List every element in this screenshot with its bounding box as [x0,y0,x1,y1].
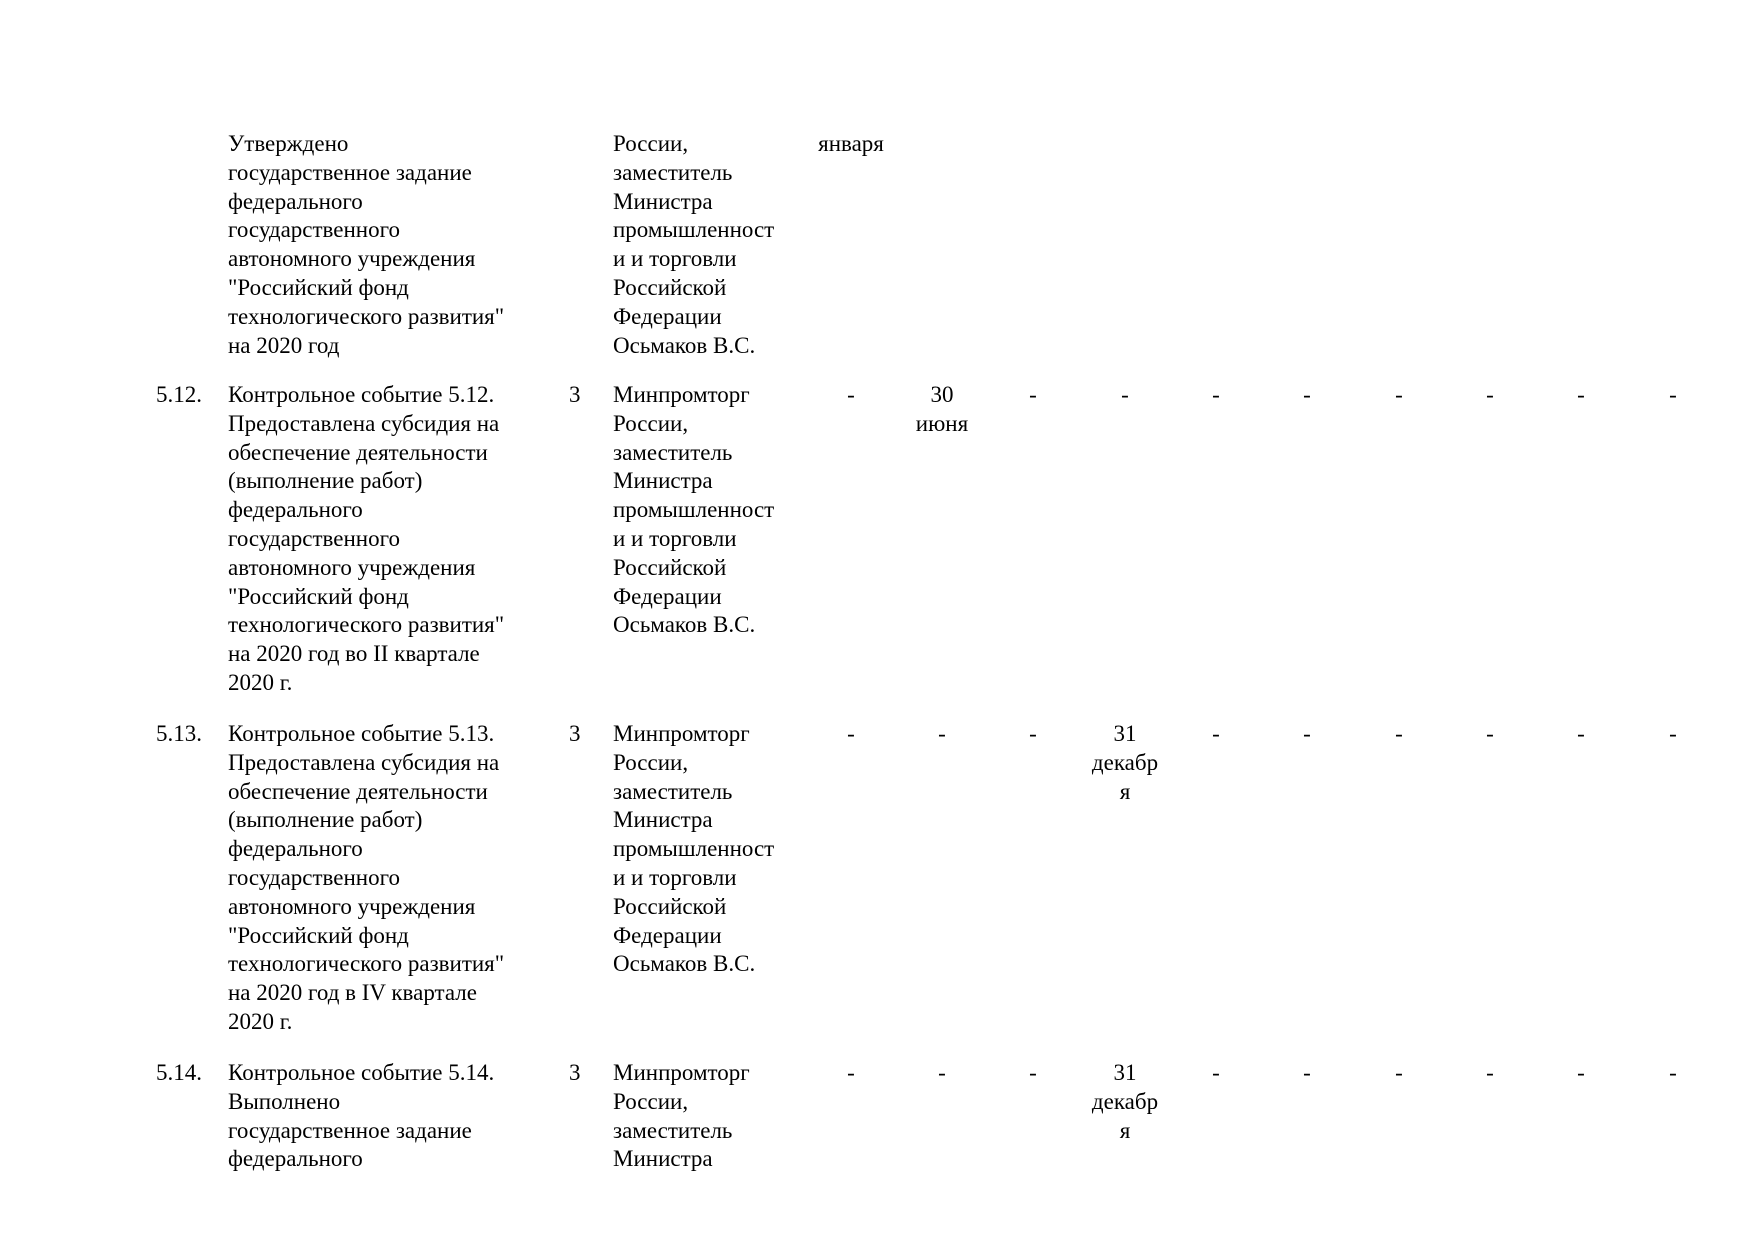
text-line: я [1119,778,1131,804]
text-line: - [1486,721,1494,746]
text-line: "Российский фонд [228,274,409,300]
text-line: - [847,382,855,407]
text-line: России, [613,131,689,156]
month-cell [896,1059,988,1088]
month-cell [987,720,1079,749]
text-line: обеспечение деятельности [228,439,488,465]
text-line: - [1395,721,1403,746]
text-line: - [847,1060,855,1085]
text-line: - [1212,721,1220,746]
month-cell [896,720,988,749]
text-line: - [1029,382,1037,407]
text-line: автономного учреждения [228,554,476,580]
text-line: на 2020 год [228,332,340,358]
event-description [228,130,558,360]
text-line: - [1395,1060,1403,1085]
text-line: Минпромторг [613,1060,750,1085]
month-cell [1444,1059,1536,1088]
text-line: Российской [613,274,727,300]
text-line: Министра [613,807,713,833]
text-line: Выполнено [228,1088,341,1114]
text-line: федерального [228,188,363,214]
event-description [228,1059,558,1174]
month-cell [1079,720,1171,806]
month-cell [805,1059,897,1088]
month-cell [805,381,897,410]
text-line: - [938,721,946,746]
month-cell [1170,381,1262,410]
text-line: России, [613,749,689,775]
text-line: и и торговли [613,525,737,551]
text-line: 31 [1113,1060,1137,1085]
text-line: Осьмаков В.С. [613,612,756,638]
text-line: на 2020 год во II квартале [228,641,480,667]
month-cell [1535,1059,1627,1088]
month-cell [1079,381,1171,410]
text-line: - [1486,1060,1494,1085]
text-line: "Российский фонд [228,922,409,948]
month-cell [1444,720,1536,749]
text-line: государственного [228,864,400,890]
month-cell [987,1059,1079,1088]
text-line: федерального [228,497,363,523]
text-line: Федерации [613,303,722,329]
text-line: - [1486,382,1494,407]
text-line: Российской [613,554,727,580]
responsible-executor [613,720,793,979]
month-cell [1353,381,1445,410]
month-cell [1261,381,1353,410]
text-line: промышленност [613,836,775,862]
event-number: 5.14. [156,1060,202,1085]
month-cell [1535,381,1627,410]
text-line: технологического развития" [228,303,505,329]
text-line: - [1303,1060,1311,1085]
text-line: федерального [228,1146,363,1172]
text-line: - [1212,382,1220,407]
text-line: декабр [1091,1088,1159,1114]
event-description [228,381,558,698]
text-line: обеспечение деятельности [228,778,488,804]
month-cell [1627,381,1719,410]
text-line: промышленност [613,217,775,243]
text-line: - [1212,1060,1220,1085]
text-line: 31 [1113,721,1137,746]
text-line: заместитель [613,159,733,185]
text-line: - [938,1060,946,1085]
text-line: - [1029,1060,1037,1085]
text-line: - [1395,382,1403,407]
text-line: Осьмаков В.С. [613,332,756,358]
text-line: 2020 г. [228,1008,293,1034]
text-line: Федерации [613,922,722,948]
text-line: июня [915,410,969,436]
text-line: автономного учреждения [228,246,476,272]
responsible-executor [613,381,793,640]
text-line: на 2020 год в IV квартале [228,980,477,1006]
text-line: Утверждено [228,131,349,156]
month-cell [1261,1059,1353,1088]
month-cell [1535,720,1627,749]
text-line: промышленност [613,497,775,523]
text-line: заместитель [613,439,733,465]
text-line: - [1121,382,1129,407]
month-cell [1261,720,1353,749]
event-number: 5.12. [156,382,202,407]
event-number: 5.13. [156,721,202,746]
text-line: - [1669,382,1677,407]
text-line: Контрольное событие 5.13. [228,721,495,746]
text-line: - [847,721,855,746]
text-line: Осьмаков В.С. [613,951,756,977]
text-line: "Российский фонд [228,583,409,609]
month-cell [1079,1059,1171,1145]
month-cell [1627,720,1719,749]
event-level: 3 [569,1060,581,1085]
text-line: и и торговли [613,246,737,272]
text-line: Федерации [613,583,722,609]
text-line: - [1303,721,1311,746]
text-line: заместитель [613,1117,733,1143]
text-line: Минпромторг [613,721,750,746]
text-line: Контрольное событие 5.14. [228,1060,495,1085]
event-level: 3 [569,721,581,746]
month-cell [987,381,1079,410]
text-line: заместитель [613,778,733,804]
text-line: 30 [930,382,954,407]
month-cell [1353,720,1445,749]
text-line: автономного учреждения [228,893,476,919]
text-line: федерального [228,836,363,862]
text-line: декабр [1091,749,1159,775]
text-line: государственное задание [228,159,472,185]
text-line: Министра [613,468,713,494]
text-line: - [1029,721,1037,746]
text-line: - [1577,1060,1585,1085]
text-line: (выполнение работ) [228,468,423,494]
text-line: - [1577,721,1585,746]
text-line: Минпромторг [613,382,750,407]
text-line: я [1119,1117,1131,1143]
responsible-executor [613,1059,793,1174]
text-line: Российской [613,893,727,919]
responsible-executor [613,130,793,360]
text-line: и и торговли [613,864,737,890]
text-line: - [1669,1060,1677,1085]
text-line: (выполнение работ) [228,807,423,833]
text-line: 2020 г. [228,669,293,695]
text-line: Министра [613,1146,713,1172]
event-description [228,720,558,1037]
month-cell [1170,720,1262,749]
month-cell [896,381,988,439]
text-line: января [818,131,884,156]
text-line: технологического развития" [228,612,505,638]
month-cell [805,130,897,159]
text-line: государственного [228,525,400,551]
text-line: - [1303,382,1311,407]
text-line: технологического развития" [228,951,505,977]
text-line: - [1577,382,1585,407]
event-level: 3 [569,382,581,407]
text-line: Контрольное событие 5.12. [228,382,495,407]
text-line: России, [613,1088,689,1114]
text-line: России, [613,410,689,436]
text-line: Предоставлена субсидия на [228,410,500,436]
month-cell [1353,1059,1445,1088]
month-cell [1627,1059,1719,1088]
text-line: Предоставлена субсидия на [228,749,500,775]
text-line: государственного [228,217,400,243]
text-line: - [1669,721,1677,746]
text-line: государственное задание [228,1117,472,1143]
month-cell [1444,381,1536,410]
text-line: Министра [613,188,713,214]
month-cell [1170,1059,1262,1088]
month-cell [805,720,897,749]
